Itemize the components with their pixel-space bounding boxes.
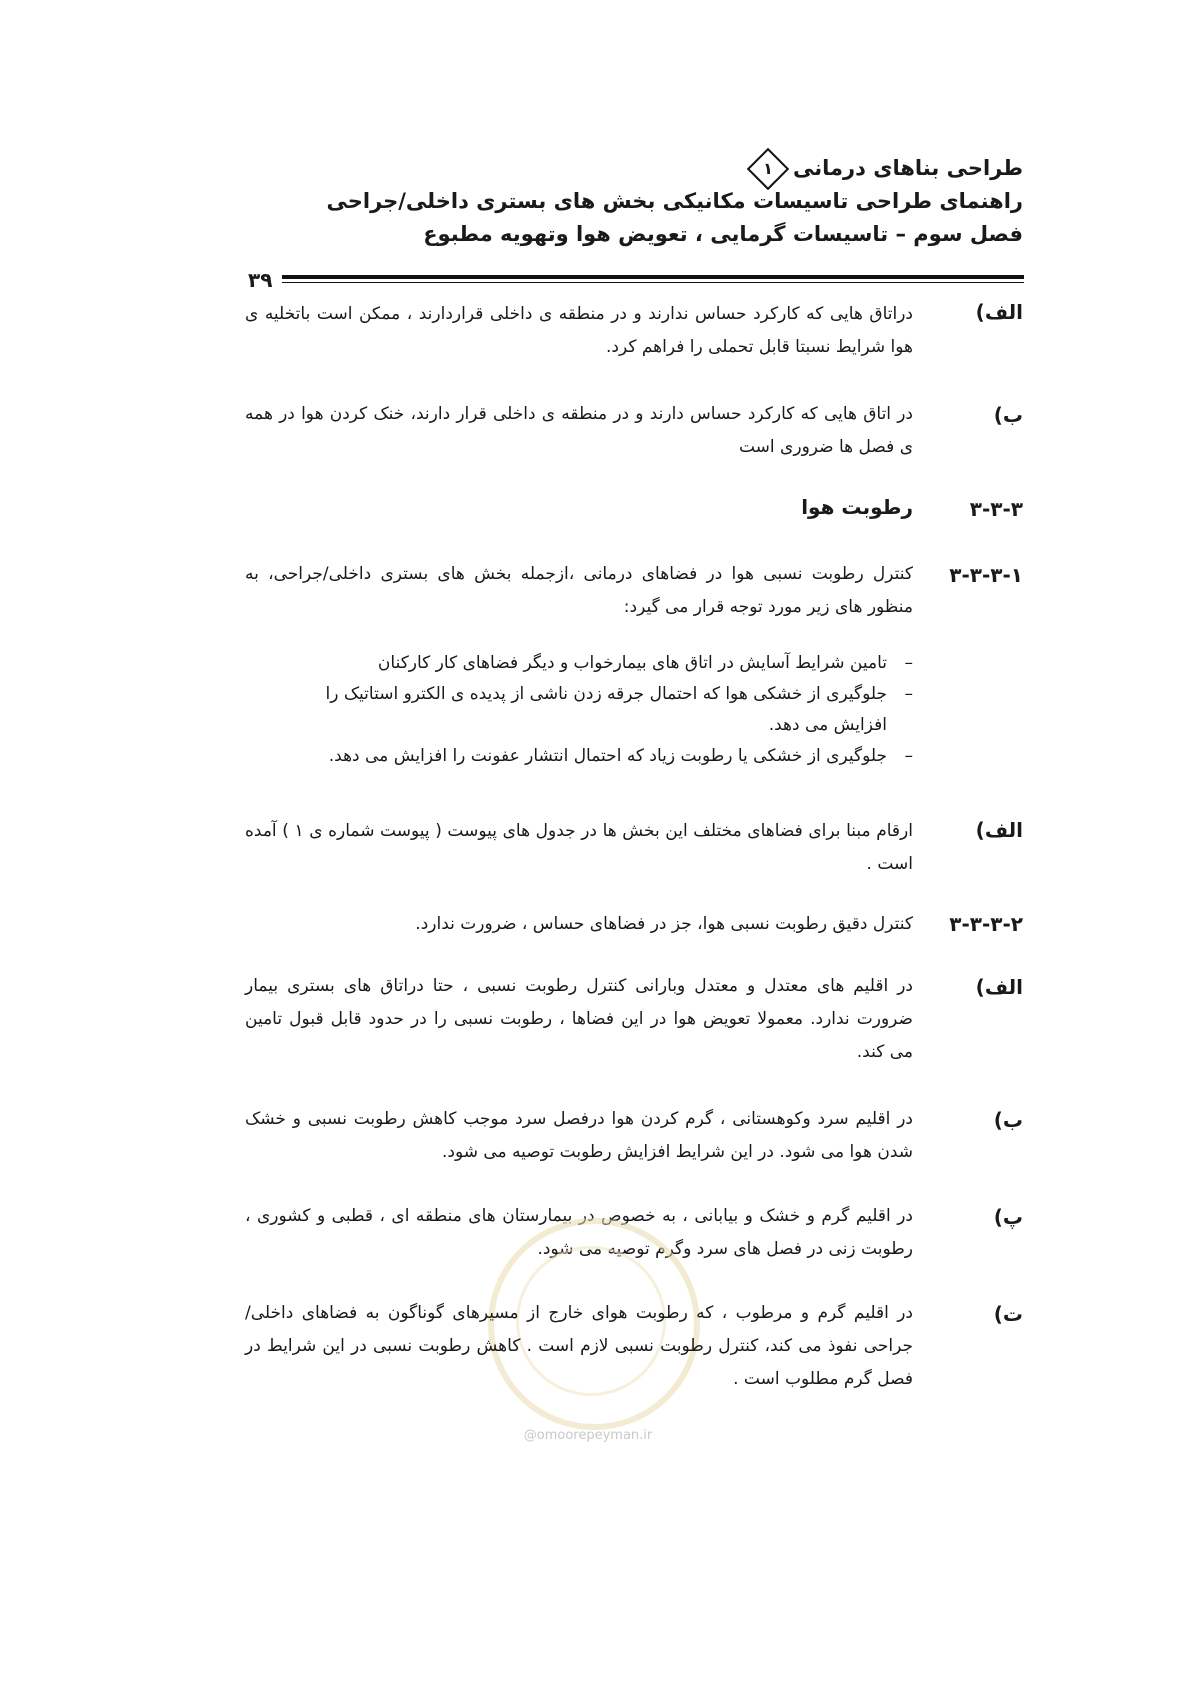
watermark-text: @omoorepeyman.ir <box>523 1428 653 1443</box>
page-header <box>223 152 1023 251</box>
item-marker: ب) <box>993 1108 1023 1132</box>
section-number: ۳-۳-۳ <box>969 497 1023 521</box>
bullet-dash: – <box>904 746 913 766</box>
paragraph: در اقلیم گرم و خشک و بیابانی ، به خصوص در بیمارستان های منطقه ای ، قطبی و کشوری ، رطوبت زنی در فصل های سرد وگرم توصیه می شود. <box>245 1206 913 1259</box>
bullet-dash: – <box>904 653 913 673</box>
bullet-list <box>303 648 913 772</box>
page-number: ۳۹ <box>248 268 273 292</box>
item-marker: پ) <box>993 1205 1023 1229</box>
paragraph: کنترل دقیق رطوبت نسبی هوا، جز در فضاهای حساس ، ضرورت ندارد. <box>415 914 913 934</box>
paragraph: در اقلیم های معتدل و معتدل وبارانی کنترل رطوبت نسبی ، حتا دراتاق های بستری بیمار ضرورت ندارد. معمولا تعویض هوا در این فضاها ، رطوبت نسبی را در حدود قابل قبول تامین می کند. <box>245 976 913 1062</box>
paragraph: در اقلیم سرد وکوهستانی ، گرم کردن هوا درفصل سرد موجب کاهش رطوبت نسبی و خشک شدن هوا می شود. در این شرایط افزایش رطوبت توصیه می شود. <box>245 1109 913 1162</box>
header-book-title <box>223 152 1023 185</box>
paragraph: کنترل رطوبت نسبی هوا در فضاهای درمانی ،ازجمله بخش های بستری داخلی/جراحی، به منظور های زیر مورد توجه قرار می گیرد: <box>245 564 913 617</box>
book-number-badge: ۱ <box>747 148 789 190</box>
section-number: ۳-۳-۳-۲ <box>949 912 1023 936</box>
list-item: – جلوگیری از خشکی هوا که احتمال جرقه زدن ناشی از پدیده ی الکترو استاتیک را افزایش می دهد. <box>303 679 913 741</box>
paragraph: در اتاق هایی که کارکرد حساس دارند و در منطقه ی داخلی قرار دارند، خنک کردن هوا در همه ی فصل ها ضروری است <box>245 404 913 457</box>
section-number: ۳-۳-۳-۱ <box>949 563 1023 587</box>
paragraph: ارقام مبنا برای فضاهای مختلف این بخش ها در جدول های پیوست ( پیوست شماره ی ۱ ) آمده است . <box>245 821 913 874</box>
header-line1: طراحی بناهای درمانی <box>793 156 1023 180</box>
section-heading: رطوبت هوا <box>801 495 913 519</box>
header-rule <box>282 275 1024 279</box>
item-marker: الف) <box>975 975 1023 999</box>
paragraph: دراتاق هایی که کارکرد حساس ندارند و در منطقه ی داخلی قراردارند ، ممکن است باتخلیه ی هوا شرایط نسبتا قابل تحملی را فراهم کرد. <box>245 304 913 357</box>
bullet-dash: – <box>904 684 913 704</box>
header-rule-thin <box>282 282 1024 283</box>
item-marker: الف) <box>975 818 1023 842</box>
header-line3: فصل سوم – تاسیسات گرمایی ، تعویض هوا وتهویه مطبوع <box>423 222 1023 246</box>
paragraph: در اقلیم گرم و مرطوب ، که رطوبت هوای خارج از مسیرهای گوناگون به فضاهای داخلی/ جراحی نفوذ می کند، کنترل رطوبت نسبی لازم است . کاهش رطوبت نسبی در این شرایط در فصل گرم مطلوب است . <box>245 1303 913 1389</box>
item-marker: ب) <box>993 403 1023 427</box>
header-line2: راهنمای طراحی تاسیسات مکانیکی بخش های بستری داخلی/جراحی <box>326 189 1023 213</box>
item-marker: الف) <box>975 300 1023 324</box>
list-item: – تامین شرایط آسایش در اتاق های بیمارخواب و دیگر فضاهای کار کارکنان <box>303 648 913 679</box>
list-item: – جلوگیری از خشکی یا رطوبت زیاد که احتمال انتشار عفونت را افزایش می دهد. <box>303 741 913 772</box>
item-marker: ت) <box>993 1302 1023 1326</box>
